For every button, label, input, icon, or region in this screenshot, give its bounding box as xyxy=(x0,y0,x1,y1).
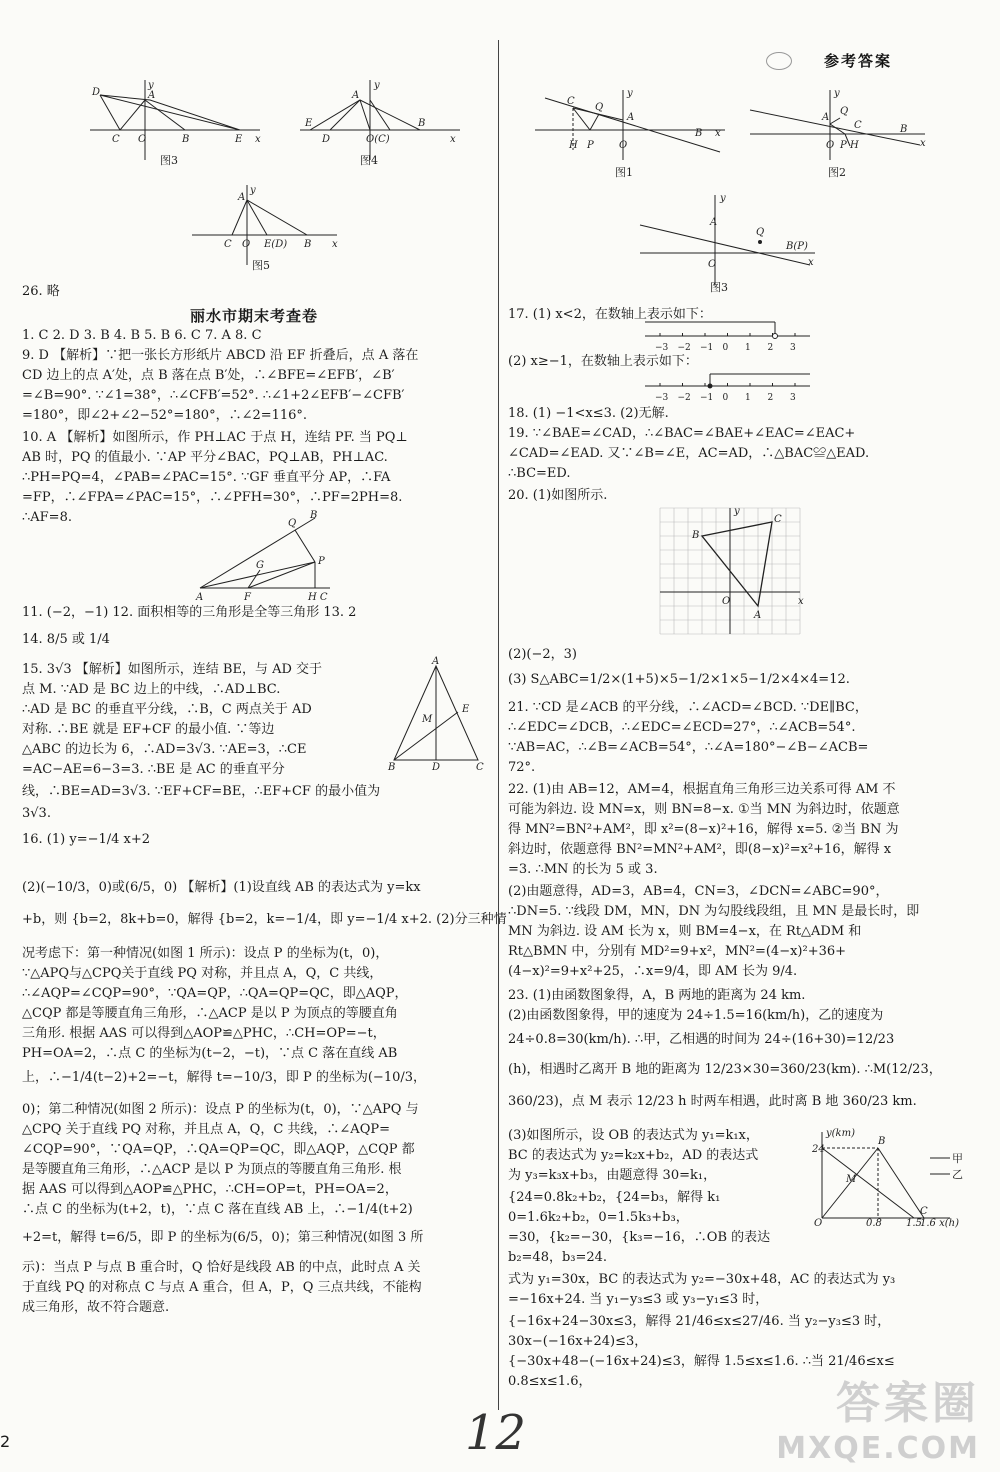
answer-10-line3: ∴PH=PQ=4，∠PAB=∠PAC=15°. ∵GF 垂直平分 AP，∴FA xyxy=(22,470,391,485)
answer-18: 18. (1) −1<x≤3. (2)无解. xyxy=(508,406,669,421)
svg-text:B: B xyxy=(310,510,318,521)
header-logo-icon xyxy=(766,52,792,70)
answer-22-line6: (2)由题意得，AD=3，AB=4，CN=3，∠DCN=∠ABC=90°， xyxy=(508,884,889,899)
svg-text:O: O xyxy=(242,239,251,250)
answer-23-line16: 30x−(−16x+24)≤3， xyxy=(508,1334,648,1349)
answer-15-line4: 对称. ∴BE 就是 EF+CF 的最小值. ∵等边 xyxy=(22,722,275,737)
answer-16-line19: 于直线 PQ 的对称点 C 与点 A 重合，但 A，P，Q 三点共线，不能构 xyxy=(22,1280,422,1295)
answer-26: 26. 略 xyxy=(22,284,60,299)
svg-text:O: O xyxy=(619,140,628,151)
svg-text:A: A xyxy=(754,610,762,621)
column-divider xyxy=(498,40,499,1410)
answer-22-line9: Rt△BMN 中，分别有 MD²=9+x²，MN²=(4−x)²+36+ xyxy=(508,944,847,959)
tick-label-nl2-0: −3 xyxy=(655,393,669,403)
svg-text:E: E xyxy=(235,134,243,145)
svg-text:P: P xyxy=(318,556,325,567)
tick-label-nl2-6: 3 xyxy=(790,393,796,403)
answer-1-8: 1. C 2. D 3. B 4. B 5. B 6. C 7. A 8. C xyxy=(22,328,262,343)
answer-23-line5: 360/23)，点 M 表示 12/23 h 时两车相遇，此时离 B 地 360/23 km. xyxy=(508,1094,917,1109)
answer-23-line11: =30，{k₂=−30，{k₃=−16，∴OB 的表达 xyxy=(508,1230,771,1245)
svg-text:O(C): O(C) xyxy=(366,134,390,145)
answer-16-line18: 示)：当点 P 与点 B 重合时，Q 恰好是线段 AB 的中点，此时点 A 关 xyxy=(22,1260,421,1275)
answer-16-line6: ∴∠AQP=∠CQP=90°，∵QA=QP，∴QA=QP=QC，即△AQP， xyxy=(22,986,408,1001)
svg-text:C: C xyxy=(112,134,120,145)
svg-text:C: C xyxy=(567,96,575,107)
svg-text:D: D xyxy=(92,87,101,98)
answer-15-line3: ∴AD 是 BC 的垂直平分线，∴B，C 两点关于 AD xyxy=(22,702,312,717)
svg-text:C: C xyxy=(774,514,782,525)
answer-16-line8: 三角形. 根据 AAS 可以得到△AOP≌△PHC，∴CH=OP=−t， xyxy=(22,1026,386,1041)
answer-9-line2: CD 边上的点 A′处，点 B 落在点 B′处，∴∠BFE=∠EFB′，∠B′ xyxy=(22,368,395,383)
svg-text:B: B xyxy=(692,530,700,541)
svg-text:图3: 图3 xyxy=(160,154,178,167)
svg-text:C: C xyxy=(476,762,484,773)
svg-text:A: A xyxy=(238,192,246,203)
svg-text:B: B xyxy=(695,128,703,139)
handwritten-mark: 12 xyxy=(465,1405,527,1461)
svg-text:P: P xyxy=(840,140,847,151)
answer-21-line2: ∴∠EDC=∠DCB，∴∠EDC=∠ECD=27°，∴∠ACB=54°. xyxy=(508,720,856,735)
answer-10-line5: ∴AF=8. xyxy=(22,510,72,525)
figure-q15 xyxy=(388,656,484,773)
answer-20-line3: (3) S△ABC=1/2×(1+5)×5−1/2×1×5−1/2×4×4=12. xyxy=(508,672,850,687)
answer-10-line1: 10. A 【解析】如图所示，作 PH⊥AC 于点 H，连结 PF. 当 PQ⊥ xyxy=(22,430,408,445)
svg-text:O: O xyxy=(138,134,147,145)
tick-label-nl1-3: 0 xyxy=(722,343,729,353)
answer-16-line12: △CPQ 关于直线 PQ 对称，并且点 A，Q，C 共线，∴∠AQP= xyxy=(22,1122,390,1137)
figure-q20-grid xyxy=(660,508,810,638)
answer-22-line7: ∴DN=5. ∵线段 DM，MN，DN 为勾股线段组，且 MN 是最长时，即 xyxy=(508,904,920,919)
answer-16-line15: 据 AAS 可以得到△AOP≌△PHC，∴CH=OP=t，PH=OA=2， xyxy=(22,1182,398,1197)
answer-21-line3: ∵AB=AC，∴∠B=∠ACB=54°，∴∠A=180°−∠B−∠ACB= xyxy=(508,740,869,755)
figure-3-right xyxy=(640,195,820,295)
svg-text:O: O xyxy=(708,259,717,270)
tick-label-nl1-1: −2 xyxy=(677,343,691,353)
answer-16-line20: 成三角形，故不符合题意. xyxy=(22,1300,170,1315)
svg-text:A: A xyxy=(627,112,635,123)
svg-text:O: O xyxy=(814,1218,823,1229)
svg-text:图3: 图3 xyxy=(710,281,728,294)
svg-text:x: x xyxy=(450,134,456,145)
svg-text:A: A xyxy=(710,217,718,228)
svg-text:Q: Q xyxy=(840,106,849,117)
svg-text:O: O xyxy=(722,596,731,607)
answer-10-line4: =FP，∴∠FPA=∠PAC=15°，∴∠PFH=30°，∴PF=2PH=8. xyxy=(22,490,403,505)
figure-1-right xyxy=(535,90,725,185)
svg-text:A: A xyxy=(432,656,440,667)
figure-q10 xyxy=(196,510,340,603)
answer-10-line2: AB 时，PQ 的值最小. ∵AP 平分∠BAC，PQ⊥AB，PH⊥AC. xyxy=(22,450,388,465)
svg-text:M: M xyxy=(846,1174,857,1185)
svg-text:C: C xyxy=(224,239,232,250)
svg-text:A: A xyxy=(822,112,830,123)
svg-text:D: D xyxy=(322,134,331,145)
answer-21-line1: 21. ∵CD 是∠ACB 的平分线，∴∠ACD=∠BCD. ∵DE∥BC， xyxy=(508,700,868,715)
answer-23-line9: {24=0.8k₂+b₂，{24=b₃，解得 k₁ xyxy=(508,1190,721,1205)
svg-text:y: y xyxy=(627,88,633,99)
answer-20-line2: (2)(−2，3) xyxy=(508,647,577,662)
figure-5-left xyxy=(192,185,342,275)
svg-text:D: D xyxy=(432,762,441,773)
answer-23-line7: BC 的表达式为 y₂=k₂x+b₂，AD 的表达式 xyxy=(508,1148,759,1163)
svg-text:Q: Q xyxy=(595,102,604,113)
answer-15-line1: 15. 3√3 【解析】如图所示，连结 BE，与 AD 交于 xyxy=(22,662,323,677)
tick-label-nl1-2: −1 xyxy=(700,343,714,353)
svg-text:Q: Q xyxy=(756,227,765,238)
svg-text:0.8: 0.8 xyxy=(866,1218,882,1229)
svg-text:E: E xyxy=(462,704,470,715)
tick-label-nl2-5: 2 xyxy=(767,393,774,403)
svg-text:H: H xyxy=(850,140,859,151)
tick-label-nl2-2: −1 xyxy=(700,393,714,403)
svg-text:y: y xyxy=(720,193,726,204)
answer-15-line7: 线，∴BE=AD=3√3. ∵EF+CF=BE，∴EF+CF 的最小值为 xyxy=(22,784,381,799)
answer-16-line2: (2)(−10/3，0)或(6/5，0) 【解析】(1)设直线 AB 的表达式为 y=kx xyxy=(22,880,421,895)
svg-text:B: B xyxy=(388,762,396,773)
answer-15-line2: 点 M. ∵AD 是 BC 边上的中线，∴AD⊥BC. xyxy=(22,682,281,697)
answer-15-line6: =AC−AE=6−3=3. ∴BE 是 AC 的垂直平分 xyxy=(22,762,285,777)
watermark-cn: 答案圈 xyxy=(836,1378,980,1429)
svg-text:1.6 x(h): 1.6 x(h) xyxy=(920,1218,959,1229)
tick-label-nl2-1: −2 xyxy=(677,393,691,403)
svg-text:Q: Q xyxy=(288,518,297,529)
svg-text:1.5: 1.5 xyxy=(906,1218,922,1229)
answer-17-line1: 17. (1) x<2，在数轴上表示如下： xyxy=(508,307,712,322)
svg-text:甲: 甲 xyxy=(952,1152,963,1165)
answer-23-line4: (h)，相遇时乙离开 B 地的距离为 12/23×30=360/23(km). ∴M(12/23， xyxy=(508,1062,942,1077)
svg-text:A: A xyxy=(352,90,360,101)
svg-text:E: E xyxy=(305,118,313,129)
svg-text:图1: 图1 xyxy=(615,166,633,179)
answer-16-line1: 16. (1) y=−1/4 x+2 xyxy=(22,832,151,847)
answer-23-line18: 0.8≤x≤1.6， xyxy=(508,1374,592,1389)
answer-22-line8: MN 为斜边. 设 AM 长为 x，则 BM=4−x，在 Rt△ADM 和 xyxy=(508,924,862,939)
answer-22-line5: =3. ∴MN 的长为 5 或 3. xyxy=(508,862,658,877)
figure-q23-graph xyxy=(810,1128,963,1229)
svg-text:y: y xyxy=(734,506,740,517)
answer-16-line3: +b，则 {b=2，8k+b=0，解得 {b=2，k=−1/4，即 y=−1/4 x+2. (2)分三种情 xyxy=(22,912,507,927)
section-title: 丽水市期末考查卷 xyxy=(190,307,319,325)
svg-text:C: C xyxy=(920,1206,928,1217)
svg-text:图2: 图2 xyxy=(828,166,846,179)
answer-9-line1: 9. D 【解析】∵把一张长方形纸片 ABCD 沿 EF 折叠后，点 A 落在 xyxy=(22,348,419,363)
answer-16-line13: ∠CQP=90°，∵QA=QP，∴QA=QP=QC，即△AQP，△CQP 都 xyxy=(22,1142,415,1157)
answer-16-line4: 况考虑下：第一种情况(如图 1 所示)：设点 P 的坐标为(t，0)， xyxy=(22,946,389,961)
svg-text:y: y xyxy=(148,80,154,91)
svg-text:H C: H C xyxy=(308,592,328,603)
tick-label-nl1-0: −3 xyxy=(655,343,669,353)
answer-22-line2: 可能为斜边. 设 MN=x，则 BN=8−x. ①当 MN 为斜边时，依题意 xyxy=(508,802,900,817)
answer-22-line1: 22. (1)由 AB=12，AM=4，根据直角三角形三边关系可得 AM 不 xyxy=(508,782,896,797)
tick-label-nl1-6: 3 xyxy=(790,343,796,353)
svg-text:C: C xyxy=(854,120,862,131)
answer-23-line10: 0=1.6k₂+b₂，0=1.5k₃+b₃， xyxy=(508,1210,689,1225)
svg-text:x: x xyxy=(808,257,814,268)
tick-label-nl2-3: 0 xyxy=(722,393,729,403)
svg-text:O: O xyxy=(826,140,835,151)
answer-19-line1: 19. ∵∠BAE=∠CAD，∴∠BAC=∠BAE+∠EAC=∠EAC+ xyxy=(508,426,856,441)
answer-23-line1: 23. (1)由函数图象得，A，B 两地的距离为 24 km. xyxy=(508,988,806,1003)
answer-15-line8: 3√3. xyxy=(22,806,51,821)
answer-23-line3: 24÷0.8=30(km/h). ∴甲，乙相遇的时间为 24÷(16+30)=12/23 xyxy=(508,1032,895,1047)
svg-text:B: B xyxy=(878,1136,886,1147)
svg-text:x: x xyxy=(920,138,926,149)
svg-text:B: B xyxy=(182,134,190,145)
answer-17-line2: (2) x≥−1，在数轴上表示如下： xyxy=(508,354,698,369)
svg-text:E(D): E(D) xyxy=(264,239,288,250)
svg-text:x: x xyxy=(255,134,261,145)
answer-23-line14: =−16x+24. 当 y₁−y₃≤3 或 y₃−y₁≤3 时， xyxy=(508,1292,769,1307)
svg-text:M: M xyxy=(422,714,433,725)
svg-text:B: B xyxy=(418,118,426,129)
svg-text:x: x xyxy=(332,239,338,250)
answer-23-line2: (2)由函数图象得，甲的速度为 24÷1.5=16(km/h)，乙的速度为 xyxy=(508,1008,884,1023)
svg-text:H: H xyxy=(569,140,578,151)
answer-16-line10: 上，∴−1/4(t−2)+2=−t，解得 t=−10/3，即 P 的坐标为(−10/3， xyxy=(22,1070,427,1085)
svg-text:y: y xyxy=(374,80,380,91)
answer-22-line4: 斜边时，依题意得 BN²=MN²+AM²，即(8−x)²=x²+16，解得 x xyxy=(508,842,892,857)
header-tag: 参考答案 xyxy=(823,52,892,70)
tick-label-nl1-4: 1 xyxy=(745,343,751,353)
answer-16-line11: 0)；第二种情况(如图 2 所示)：设点 P 的坐标为(t，0)，∵△APQ 与 xyxy=(22,1102,419,1117)
svg-text:y: y xyxy=(834,88,840,99)
answer-16-line16: ∴点 C 的坐标为(t+2，t)，∵点 C 落在直线 AB 上，∴−1/4(t+2) xyxy=(22,1202,413,1217)
answer-23-line15: {−16x+24−30x≤3，解得 21/46≤x≤27/46. 当 y₂−y₃≤3 时， xyxy=(508,1314,891,1329)
answer-16-line14: 是等腰直角三角形，∴△ACP 是以 P 为顶点的等腰直角三角形. 根 xyxy=(22,1162,402,1177)
answer-16-line17: +2=t，解得 t=6/5，即 P 的坐标为(6/5，0)；第三种情况(如图 3 所 xyxy=(22,1230,424,1245)
figure-2-right xyxy=(750,90,930,185)
answer-11-13: 11. (−2，−1) 12. 面积相等的三角形是全等三角形 13. 2 xyxy=(22,605,357,620)
figure-4-left xyxy=(300,80,470,170)
svg-text:P: P xyxy=(587,140,594,151)
page-number: 2 xyxy=(0,1432,11,1451)
svg-text:B(P): B(P) xyxy=(786,241,808,252)
svg-text:x: x xyxy=(798,596,804,607)
tick-label-nl2-4: 1 xyxy=(745,393,751,403)
answer-16-line9: PH=OA=2，∴点 C 的坐标为(t−2，−t)，∵点 C 落在直线 AB xyxy=(22,1046,398,1061)
tick-label-nl1-5: 2 xyxy=(767,343,774,353)
svg-text:图5: 图5 xyxy=(252,259,270,272)
answer-23-line17: {−30x+48−(−16x+24)≤3，解得 1.5≤x≤1.6. ∴当 21/46≤x≤ xyxy=(508,1354,895,1369)
figure-3-left xyxy=(90,80,270,170)
answer-16-line5: ∵△APQ与△CPQ关于直线 PQ 对称，并且点 A，Q，C 共线， xyxy=(22,966,383,981)
svg-text:A: A xyxy=(196,592,204,603)
svg-text:乙: 乙 xyxy=(952,1168,963,1181)
watermark xyxy=(776,1367,980,1466)
answer-19-line2: ∠CAD=∠EAD. 又∵∠B=∠E，AC=AD，∴△BAC≌△EAD. xyxy=(508,446,870,461)
svg-text:y(km): y(km) xyxy=(826,1128,855,1139)
answer-15-line5: △ABC 的边长为 6，∴AD=3√3. ∵AE=3，∴CE xyxy=(22,742,307,757)
answer-23-line6: (3)如图所示，设 OB 的表达式为 y₁=k₁x， xyxy=(508,1128,759,1143)
watermark-url: MXQE.COM xyxy=(776,1431,980,1466)
svg-text:24: 24 xyxy=(812,1144,825,1155)
answer-21-line4: 72°. xyxy=(508,760,536,775)
svg-text:x: x xyxy=(715,128,721,139)
svg-text:F: F xyxy=(244,592,251,603)
answer-23-line8: 为 y₃=k₃x+b₃，由题意得 30=k₁， xyxy=(508,1168,717,1183)
answer-16-line7: △CQP 都是等腰直角三角形，∴△ACP 是以 P 为顶点的等腰直角 xyxy=(22,1006,398,1021)
answer-9-line3: =∠B=90°. ∵∠1=38°，∴∠CFB′=52°. ∴∠1+2∠EFB′−∠CFB′ xyxy=(22,388,405,403)
answer-23-line13: 式为 y₁=30x，BC 的表达式为 y₂=−30x+48，AC 的表达式为 y₃ xyxy=(508,1272,896,1287)
svg-text:B: B xyxy=(304,239,312,250)
answer-22-line3: 得 MN²=BN²+AM²，即 x²=(8−x)²+16，解得 x=5. ②当 BN 为 xyxy=(508,822,899,837)
answer-22-line10: (4−x)²=9+x²+25，∴x=9/4，即 AM 长为 9/4. xyxy=(508,964,798,979)
number-line-2 xyxy=(645,368,815,408)
answer-14: 14. 8/5 或 1/4 xyxy=(22,632,110,647)
svg-text:G: G xyxy=(256,560,264,571)
svg-text:B: B xyxy=(900,124,908,135)
svg-text:y: y xyxy=(250,185,256,196)
answer-19-line3: ∴BC=ED. xyxy=(508,466,571,481)
answer-20-line1: 20. (1)如图所示. xyxy=(508,488,608,503)
svg-text:图4: 图4 xyxy=(360,154,378,167)
answer-23-line12: b₂=48，b₃=24. xyxy=(508,1250,608,1265)
answer-9-line4: =180°，即∠2+∠2−52°=180°，∴∠2=116°. xyxy=(22,408,308,423)
svg-text:A: A xyxy=(148,90,156,101)
